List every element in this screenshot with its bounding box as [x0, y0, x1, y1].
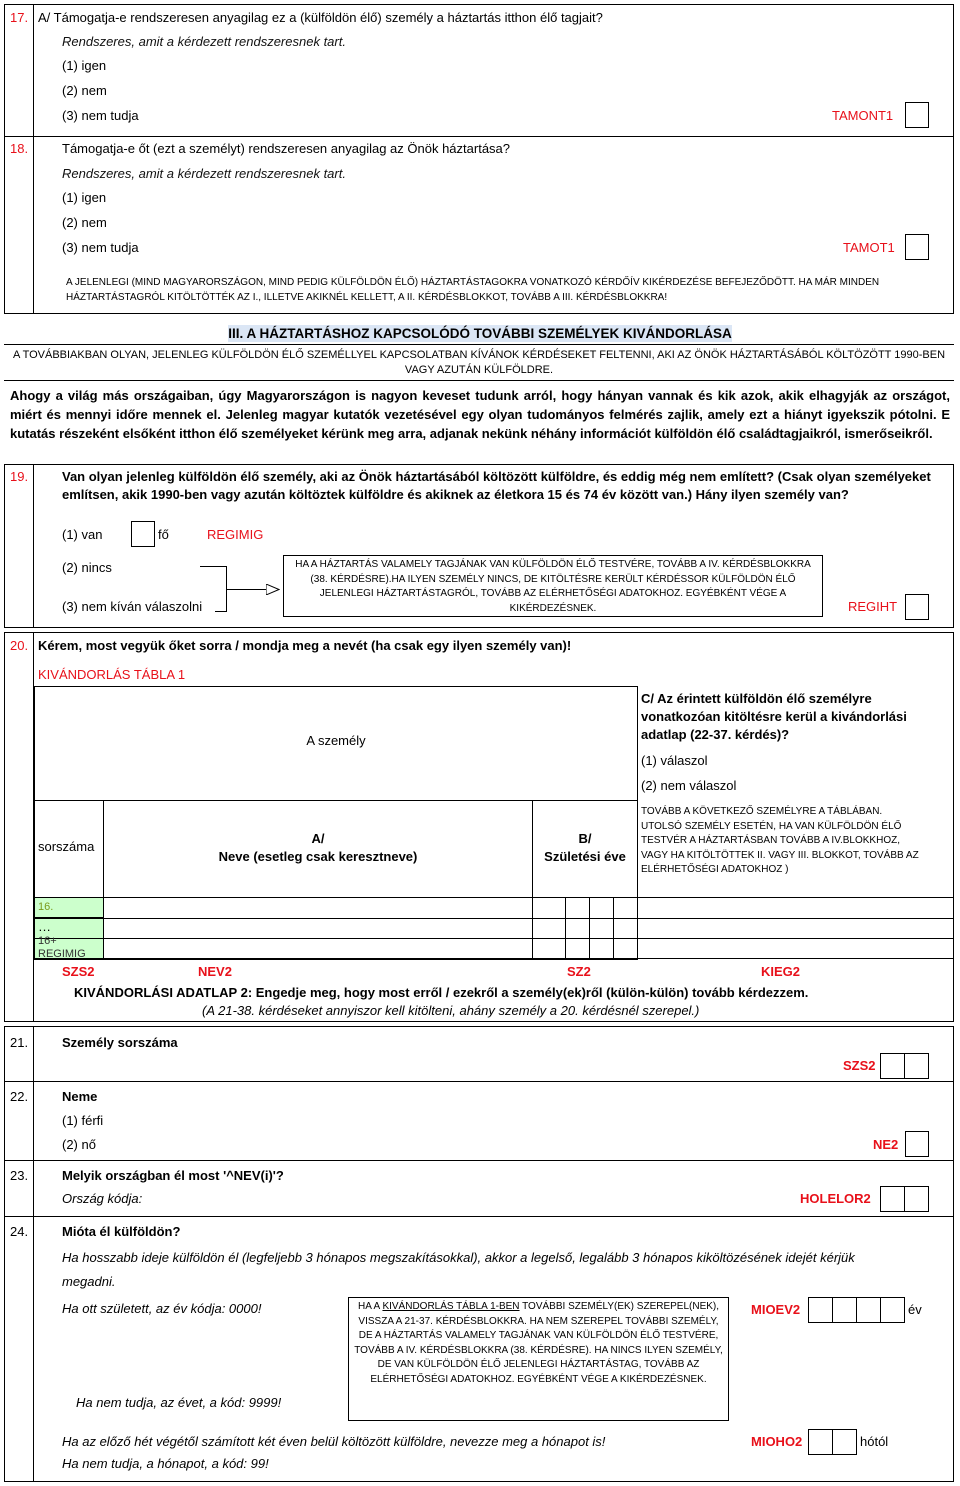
- row-regimig: REGIMIG: [38, 948, 86, 959]
- q20-number: 20.: [10, 638, 29, 653]
- col-c-header: C/ Az érintett külföldön élő személyre vonatkozóan kitöltésre kerül a kivándorlási adatlap (22-37. kérdés)?: [641, 691, 907, 742]
- q22-option-ferfi[interactable]: (1) férfi: [62, 1113, 104, 1128]
- q19-answer-box[interactable]: [905, 594, 929, 620]
- q19-option-nem-kivan[interactable]: (3) nem kíván válaszolni: [62, 599, 203, 614]
- q24-year-box-1[interactable]: [808, 1297, 833, 1323]
- q23-box-2[interactable]: [904, 1186, 929, 1212]
- q23-number: 23.: [10, 1168, 29, 1183]
- q24-unit-year: év: [908, 1302, 922, 1317]
- q19-question: Van olyan jelenleg külföldön élő személy, aki az Önök háztartásából költözött külföldre, és eddig még nem említett? (Csak olyan személyeket említsen, akik 1990-ben vagy azután költöztek külföldre és akiknek az életkora 15 és 74 év között van.) Hány ilyen személy van?: [62, 469, 931, 502]
- q24-born-note: Ha ott született, az év kódja: 0000!: [62, 1301, 262, 1316]
- q17-q18-frame: [4, 4, 954, 314]
- c-option-nem-valaszol[interactable]: (2) nem válaszol: [641, 778, 737, 793]
- col-a-label: A/: [311, 831, 325, 846]
- adatlap-title: KIVÁNDORLÁSI ADATLAP 2: Engedje meg, hogy most erről / ezekről a személy(ek)ről (külön-külön) tovább kérdezzem.: [74, 985, 809, 1000]
- code-szs2: SZS2: [62, 964, 95, 979]
- code-nev2: NEV2: [198, 964, 232, 979]
- q19-number: 19.: [10, 469, 29, 484]
- q18-code: TAMOT1: [843, 240, 895, 255]
- q18-answer-box[interactable]: [905, 234, 929, 260]
- q17-number: 17.: [10, 10, 29, 25]
- q18-option-igen[interactable]: (1) igen: [62, 190, 107, 205]
- q24-year-box-4[interactable]: [880, 1297, 905, 1323]
- q19-instruction: HA A HÁZTARTÁS VALAMELY TAGJÁNAK VAN KÜLFÖLDÖN ÉLŐ TESTVÉRE, TOVÁBB A IV. KÉRDÉSBLOKKRA (38. KÉRDÉSRE).HA ILYEN SZEMÉLY NINCS, DE KITÖLTÉSRE KERÜLT KÉRDÉSSOR KÜLFÖLDÖN ÉLŐ JELENLEGI HÁZTARTÁSTAGRÓL, TOVÁBB AZ ELÉRHETŐSÉGI ADATOKHOZ. EGYÉBKÉNT VÉGE A KIKÉRDEZÉSNEK.: [295, 559, 811, 614]
- q19-option-van[interactable]: (1) van: [62, 527, 103, 542]
- q17-option-igen[interactable]: (1) igen: [62, 58, 107, 73]
- code-sz2: SZ2: [567, 964, 591, 979]
- q17-option-nem[interactable]: (2) nem: [62, 83, 107, 98]
- q19-option-nincs[interactable]: (2) nincs: [62, 560, 112, 575]
- col-person-header: A személy: [306, 733, 366, 748]
- q21-question: Személy sorszáma: [62, 1035, 178, 1050]
- q23-code: HOLELOR2: [800, 1191, 871, 1206]
- section3-paragraph: Ahogy a világ más országaiban, úgy Magyarországon is nagyon keveset tudunk arról, hogy hányan vannak és kik azok, akik elhagyják az országot, miért és mennyi időre mennek el. Jelenleg magyar kutatók vezetésével egy olyan tudományos felmérés zajlik, amely ezt a hiányt igyekszik pótolni. E kutatás részeként elsőként itthon élő személyeket kérünk meg arra, adjanak nekünk néhány információt külföldön élő családtagjaikról, ismerőseikről.: [10, 388, 950, 441]
- q17-question: A/ Támogatja-e rendszeresen anyagilag ez a (külföldön élő) személy a háztartás itthon élő tagjait?: [38, 10, 603, 25]
- q18-question: Támogatja-e őt (ezt a személyt) rendszeresen anyagilag az Önök háztartása?: [62, 141, 511, 156]
- q18-number: 18.: [10, 141, 29, 156]
- q24-instruction-link: KIVÁNDORLÁS TÁBLA 1-BEN: [382, 1301, 520, 1312]
- col-b-label: B/: [578, 831, 592, 846]
- q21-number: 21.: [10, 1035, 29, 1050]
- q24-number: 24.: [10, 1224, 29, 1239]
- row-ellipsis: …: [38, 919, 51, 934]
- code-kieg2: KIEG2: [761, 964, 801, 979]
- q24-year-box-3[interactable]: [856, 1297, 881, 1323]
- q22-option-no[interactable]: (2) nő: [62, 1137, 96, 1152]
- q21-box-2[interactable]: [904, 1053, 929, 1079]
- q24-month-box-2[interactable]: [832, 1429, 857, 1455]
- section3-title: III. A HÁZTARTÁSHOZ KAPCSOLÓDÓ TOVÁBBI SZEMÉLYEK KIVÁNDORLÁSA: [228, 326, 732, 341]
- q17-code: TAMONT1: [832, 108, 894, 123]
- q18-option-nem-tudja[interactable]: (3) nem tudja: [62, 240, 139, 255]
- q24-month-note: Ha az előző hét végétől számított két éven belül költözött külföldre, nevezze meg a hónapot is!: [62, 1434, 606, 1449]
- col-sorszama-header: sorszáma: [38, 839, 95, 854]
- adatlap-subtitle: (A 21-38. kérdéseket annyiszor kell kitölteni, ahány személy a 20. kérdésnél szerepel.): [202, 1003, 700, 1018]
- q24-month-box-1[interactable]: [808, 1429, 833, 1455]
- q19-code-regiht: REGIHT: [848, 599, 898, 614]
- q23-note: Ország kódja:: [62, 1191, 143, 1206]
- q22-code: NE2: [873, 1137, 899, 1152]
- q23-question: Melyik országban él most '^NEV(i)'?: [62, 1168, 284, 1183]
- q21-code: SZS2: [843, 1058, 876, 1073]
- q22-question: Neme: [62, 1089, 98, 1104]
- row-16plus: 16+: [38, 935, 57, 947]
- q19-code-regimig: REGIMIG: [207, 527, 264, 542]
- q24-unknown-year-note: Ha nem tudja, az évet, a kód: 9999!: [76, 1395, 282, 1410]
- q19-count-box[interactable]: [131, 521, 155, 547]
- col-b-year: Születési éve: [544, 849, 626, 864]
- q24-instruction: HA A KIVÁNDORLÁS TÁBLA 1-BEN TOVÁBBI SZEMÉLY(EK) SZEREPEL(NEK), VISSZA A 21-37. KÉRDÉSBLOKKRA. HA NEM SZEREPEL TOVÁBBI SZEMÉLY, DE A HÁZTARTÁS VALAMELY TAGJÁNAK VAN KÜLFÖLDÖN ÉLŐ TESTVÉRE, TOVÁBB A IV. KÉRDÉSBLOKKRA (38. KÉRDÉSRE). HA NINCS ILYEN SZEMÉLY, DE VAN KÜLFÖLDÖN ÉLŐ JELENLEGI HÁZTARTÁSTAG, TOVÁBB AZ ELÉRHETŐSÉGI ADATOKHOZ. EGYÉBKÉNT VÉGE A KIKÉRDEZÉSNEK.: [354, 1301, 723, 1385]
- q19-unit: fő: [158, 527, 169, 542]
- q23-box-1[interactable]: [880, 1186, 905, 1212]
- row-16: 16.: [38, 901, 54, 913]
- q24-unknown-month-note: Ha nem tudja, a hónapot, a kód: 99!: [62, 1456, 269, 1471]
- q24-code-year: MIOEV2: [751, 1302, 801, 1317]
- q18-option-nem[interactable]: (2) nem: [62, 215, 107, 230]
- q20-question: Kérem, most vegyük őket sorra / mondja meg a nevét (ha csak egy ilyen személy van)!: [38, 638, 572, 653]
- q18-note: Rendszeres, amit a kérdezett rendszeresnek tart.: [62, 166, 346, 181]
- q21-box-1[interactable]: [880, 1053, 905, 1079]
- q24-question: Mióta él külföldön?: [62, 1224, 181, 1239]
- q24-year-box-2[interactable]: [832, 1297, 857, 1323]
- q22-number: 22.: [10, 1089, 29, 1104]
- q24-note: Ha hosszabb ideje külföldön él (legfeljebb 3 hónapos megszakításokkal), akkor a legelső, legalább 3 hónapos kiköltözésének idejét kérjük megadni.: [62, 1250, 855, 1289]
- q17-option-nem-tudja[interactable]: (3) nem tudja: [62, 108, 139, 123]
- c-instruction: TOVÁBB A KÖVETKEZŐ SZEMÉLYRE A TÁBLÁBAN. UTOLSÓ SZEMÉLY ESETÉN, HA VAN KÜLFÖLDÖN ÉLŐ TESTVÉR A HÁZTARTÁSBAN TOVÁBB A IV.BLOKKHOZ, VAGY HA KITÖLTÖTTEK II. VAGY III. BLOKKOT, TOVÁBB AZ ELÉRHETŐSÉGI ADATOKHOZ ): [641, 806, 919, 875]
- q17-note: Rendszeres, amit a kérdezett rendszeresnek tart.: [62, 34, 346, 49]
- q24-unit-month: hótól: [860, 1434, 889, 1449]
- col-a-name: Neve (esetleg csak keresztneve): [218, 849, 418, 864]
- arrow-right-icon: [266, 584, 280, 595]
- q18-instruction: A JELENLEGI (MIND MAGYARORSZÁGON, MIND PEDIG KÜLFÖLDÖN ÉLŐ) HÁZTARTÁSTAGOKRA VONATKOZÓ KÉRDŐÍV KIKÉRDEZÉSE BEFEJEZŐDÖTT. HA MÁR MINDEN HÁZTARTÁSTAGRÓL KITÖLTÖTTÉK AZ I., ILLETVE AKIKNÉL KELLETT, A II. KÉRDÉSBLOKKOT, TOVÁBB A III. KÉRDÉSBLOKKRA!: [66, 277, 880, 303]
- q24-code-month: MIOHO2: [751, 1434, 803, 1449]
- q20-table-title: KIVÁNDORLÁS TÁBLA 1: [38, 667, 186, 682]
- q22-answer-box[interactable]: [905, 1131, 929, 1157]
- section3-intro: A TOVÁBBIAKBAN OLYAN, JELENLEG KÜLFÖLDÖN ÉLŐ SZEMÉLLYEL KAPCSOLATBAN KÍVÁNOK KÉRDÉSEKET FELTENNI, AKI AZ ÖNÖK HÁZTARTÁSÁBÓL KÖLTÖZÖTT 1990-BEN VAGY AZUTÁN KÜLFÖLDRE.: [12, 349, 946, 376]
- q17-answer-box[interactable]: [905, 102, 929, 128]
- c-option-valaszol[interactable]: (1) válaszol: [641, 753, 708, 768]
